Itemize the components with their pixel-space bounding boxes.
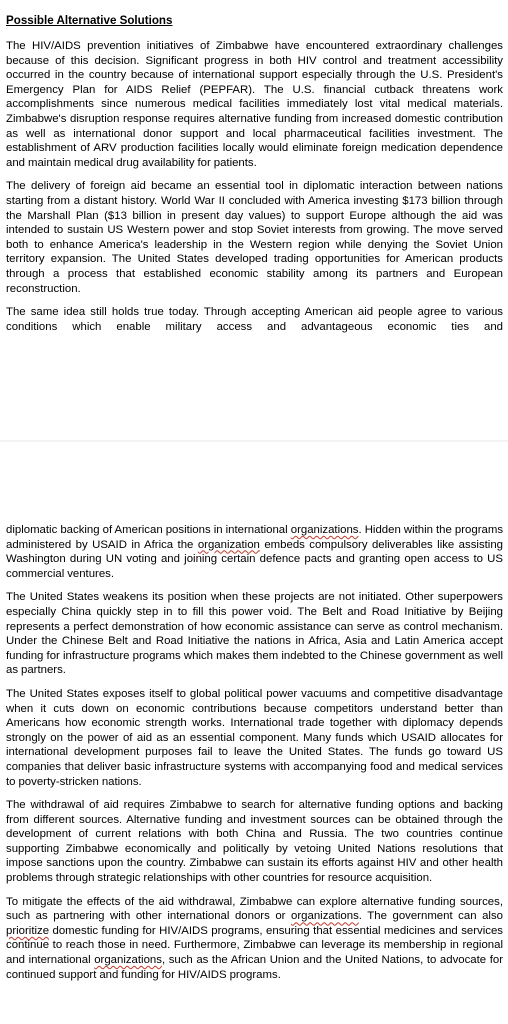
spellcheck-word[interactable]: organizations	[94, 954, 162, 967]
text-run: . Hidden within the programs administered by USAID in Africa the	[6, 524, 504, 551]
paragraph-hiv-initiatives: The HIV/AIDS prevention initiatives of Zimbabwe have encountered extraordinary challenges because of this decision. Significant progress in both HIV control and treatment accessibility occurred in the country because of international support especially through the U.S. President's Emergency Plan for AIDS Relief (PEPFAR). The U.S. financial cutback threatens work accomplishments since numerous medical facilities immediately lost vital medical materials. Zimbabwe's disruption response requires alternative funding from increased domestic contribution as well as international donor support and local pharmaceutical facilities investment. The establishment of ARV production facilities locally would eliminate foreign medication dependence and maintain medical drug availability for patients.	[6, 40, 503, 169]
document-page-1	[0, 0, 508, 440]
spellcheck-word[interactable]: organizations	[291, 910, 359, 923]
paragraph-us-weakens: The United States weakens its position when these projects are not initiated. Other superpowers especially China quickly step in to fill this power void. The Belt and Road Initiative by Beijing represents a perfect demonstration of how economic assistance can serve as control mechanism. Under the Chinese Belt and Road Initiative the nations in Africa, Asia and Latin America accept funding for infrastructure programs which makes them indebted to the Chinese government as well as partners.	[6, 591, 503, 677]
text-run: embeds compulsory deliverables like assisting Washington during UN voting and joining certain defence pacts and granting open access to US commercial ventures.	[6, 538, 503, 580]
paragraph-foreign-aid-history: The delivery of foreign aid became an essential tool in diplomatic interaction between nations starting from a distant history. World War II concluded with America investing $173 billion through the Marshall Plan ($13 billion in present day values) to support Europe although the aid was intended to sustain US Western power and stop Soviet interests from growing. The move served both to enhance America's leadership in the Western region while denying the Soviet Union territory expansion. The United States developed trading opportunities for American products through a process that established economic stability among its partners and European reconstruction.	[6, 180, 503, 295]
text-run: To mitigate the effects of the aid withdrawal, Zimbabwe can explore alternative funding sources, such as partnering with other international donors or	[6, 895, 503, 923]
paragraph-diplomatic-backing	[6, 523, 503, 581]
spellcheck-word[interactable]: prioritize	[6, 924, 50, 937]
text-run: , such as the African Union and the United Nations, to advocate for continued support and funding for HIV/AIDS programs.	[6, 954, 503, 981]
paragraph-same-idea: The same idea still holds true today. Through accepting American aid people agree to various conditions which enable military access and advantageous economic ties and	[6, 306, 503, 333]
page-2-content	[6, 523, 503, 991]
text-run: . The government can also	[358, 910, 503, 923]
spellcheck-word[interactable]: organization	[197, 538, 260, 551]
paragraph-withdrawal-of-aid: The withdrawal of aid requires Zimbabwe to search for alternative funding options and backing from different sources. Alternative funding and investment sources can be obtained through the development of current relations with both China and Russia. The two countries continue supporting Zimbabwe economically and politically by vetoing United Nations resolutions that impose sanctions upon the country. Zimbabwe can sustain its efforts against HIV and other health problems through strategic relationships with other countries for resource acquisition.	[6, 799, 503, 885]
text-run: diplomatic backing of American positions in international	[6, 524, 291, 536]
text-run: domestic funding for HIV/AIDS programs, ensuring that essential medicines and services continue to reach those in need. Furthermore, Zimbabwe can leverage its membership in regional and international	[6, 924, 503, 967]
document-page-2	[0, 442, 508, 1024]
spellcheck-word[interactable]: organizations	[290, 524, 359, 536]
paragraph-power-vacuums: The United States exposes itself to global political power vacuums and competitive disadvantage when it cuts down on economic contributions because competitors understand better than Americans how economic strength works. International trade together with diplomacy depends strongly on the power of aid as an essential component. Many funds which USAID allocates for international development purposes fail to leave the United States. The funds go toward US companies that deliver basic infrastructure systems with accompanying food and medical services to poverty-stricken nations.	[6, 687, 503, 788]
section-heading: Possible Alternative Solutions	[6, 14, 173, 27]
page-1-content	[6, 13, 503, 343]
paragraph-mitigate-effects	[6, 895, 503, 983]
